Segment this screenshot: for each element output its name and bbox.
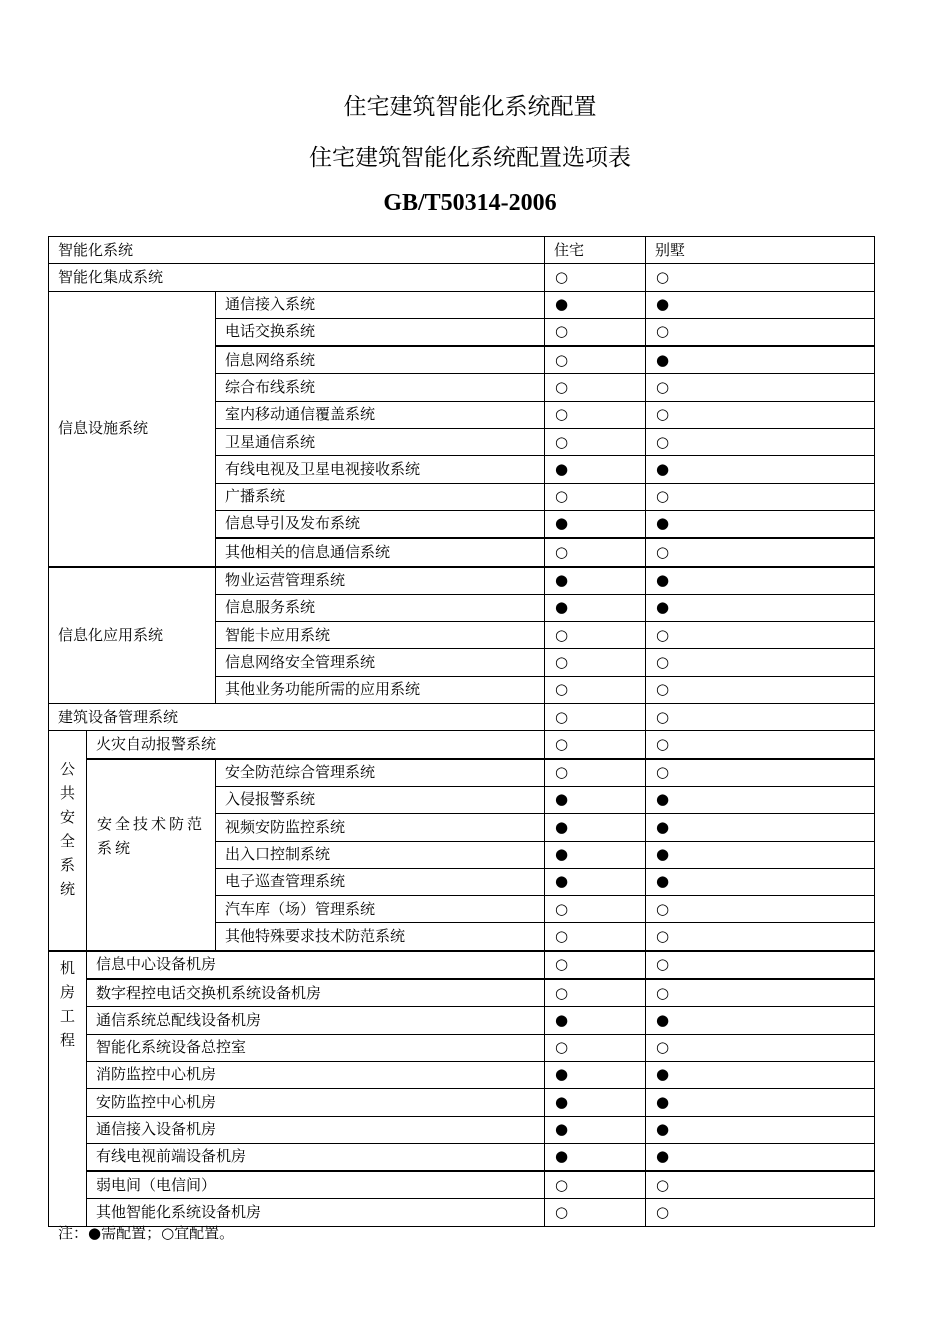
villa-mark: ○ <box>646 649 875 676</box>
villa-mark: ○ <box>646 264 875 291</box>
residence-mark: ● <box>545 567 646 595</box>
residence-mark: ● <box>545 868 646 895</box>
residence-mark: ○ <box>545 1034 646 1061</box>
header-villa: 别墅 <box>646 237 875 264</box>
system-name: 出入口控制系统 <box>216 841 545 868</box>
system-name: 安防监控中心机房 <box>87 1089 545 1116</box>
villa-mark: ○ <box>646 923 875 951</box>
villa-mark: ● <box>646 1089 875 1116</box>
system-name: 视频安防监控系统 <box>216 814 545 841</box>
system-name: 智能化系统设备总控室 <box>87 1034 545 1061</box>
table-header-row <box>49 237 875 264</box>
residence-mark: ○ <box>545 374 646 401</box>
system-name: 智能卡应用系统 <box>216 622 545 649</box>
system-name: 信息导引及发布系统 <box>216 510 545 538</box>
residence-mark: ○ <box>545 318 646 346</box>
system-name: 通信接入设备机房 <box>87 1116 545 1143</box>
group-char: 房 <box>59 982 75 1001</box>
villa-mark: ○ <box>646 318 875 346</box>
villa-mark: ○ <box>646 979 875 1007</box>
header-system: 智能化系统 <box>49 237 545 264</box>
table-row <box>49 1143 875 1171</box>
villa-mark: ○ <box>646 622 875 649</box>
villa-mark: ● <box>646 510 875 538</box>
villa-mark: ○ <box>646 1199 875 1226</box>
villa-mark: ○ <box>646 538 875 566</box>
system-name: 火灾自动报警系统 <box>87 731 545 759</box>
table-row <box>49 951 875 979</box>
villa-mark: ○ <box>646 483 875 510</box>
residence-mark: ● <box>545 814 646 841</box>
table-title: 住宅建筑智能化系统配置选项表 <box>309 145 631 171</box>
system-name: 信息网络安全管理系统 <box>216 649 545 676</box>
villa-mark: ○ <box>646 429 875 456</box>
table-row <box>49 1061 875 1088</box>
villa-mark: ○ <box>646 704 875 731</box>
villa-mark: ● <box>646 841 875 868</box>
residence-mark: ● <box>545 456 646 483</box>
system-name: 数字程控电话交换机系统设备机房 <box>87 979 545 1007</box>
residence-mark: ● <box>545 786 646 813</box>
system-name: 信息服务系统 <box>216 594 545 621</box>
system-name: 其他智能化系统设备机房 <box>87 1199 545 1226</box>
system-name: 入侵报警系统 <box>216 786 545 813</box>
system-name: 电话交换系统 <box>216 318 545 346</box>
system-name: 其他特殊要求技术防范系统 <box>216 923 545 951</box>
system-name: 弱电间（电信间） <box>87 1171 545 1199</box>
system-name: 其他相关的信息通信系统 <box>216 538 545 566</box>
group-char: 程 <box>59 1030 75 1049</box>
villa-mark: ● <box>646 346 875 374</box>
residence-mark: ○ <box>545 759 646 787</box>
group-char: 系 <box>59 856 75 875</box>
villa-mark: ○ <box>646 676 875 703</box>
villa-mark: ○ <box>646 731 875 759</box>
system-name: 信息中心设备机房 <box>87 951 545 979</box>
villa-mark: ○ <box>646 896 875 923</box>
config-table <box>48 236 875 1227</box>
villa-mark: ● <box>646 594 875 621</box>
residence-mark: ● <box>545 841 646 868</box>
residence-mark: ○ <box>545 346 646 374</box>
villa-mark: ● <box>646 814 875 841</box>
residence-mark: ○ <box>545 896 646 923</box>
residence-mark: ○ <box>545 731 646 759</box>
table-row <box>49 1116 875 1143</box>
residence-mark: ● <box>545 291 646 318</box>
residence-mark: ○ <box>545 538 646 566</box>
group-char: 全 <box>59 832 75 851</box>
group-char: 机 <box>59 958 75 977</box>
system-name: 汽车库（场）管理系统 <box>216 896 545 923</box>
residence-mark: ○ <box>545 429 646 456</box>
system-name: 安全防范综合管理系统 <box>216 759 545 787</box>
header-residence: 住宅 <box>545 237 646 264</box>
system-name: 通信接入系统 <box>216 291 545 318</box>
group-char: 公 <box>59 760 75 779</box>
residence-mark: ○ <box>545 979 646 1007</box>
residence-mark: ○ <box>545 1199 646 1226</box>
system-name: 室内移动通信覆盖系统 <box>216 401 545 428</box>
system-name: 有线电视及卫星电视接收系统 <box>216 456 545 483</box>
residence-mark: ● <box>545 1007 646 1034</box>
group-security-tech: 安全技术防范系统 <box>87 759 216 951</box>
residence-mark: ● <box>545 1089 646 1116</box>
villa-mark: ○ <box>646 401 875 428</box>
residence-mark: ○ <box>545 622 646 649</box>
system-name: 卫星通信系统 <box>216 429 545 456</box>
residence-mark: ● <box>545 1061 646 1088</box>
villa-mark: ○ <box>646 951 875 979</box>
system-name: 广播系统 <box>216 483 545 510</box>
villa-mark: ● <box>646 786 875 813</box>
residence-mark: ○ <box>545 264 646 291</box>
residence-mark: ○ <box>545 704 646 731</box>
residence-mark: ● <box>545 510 646 538</box>
villa-mark: ● <box>646 567 875 595</box>
table-row <box>49 731 875 759</box>
residence-mark: ○ <box>545 401 646 428</box>
villa-mark: ● <box>646 1061 875 1088</box>
group-public-safety <box>49 731 87 951</box>
villa-mark: ○ <box>646 759 875 787</box>
table-row <box>49 291 875 318</box>
villa-mark: ● <box>646 291 875 318</box>
standard-code: GB/T50314-2006 <box>383 190 557 216</box>
group-char: 安 <box>59 808 75 827</box>
table-row <box>49 1089 875 1116</box>
residence-mark: ○ <box>545 649 646 676</box>
group-info-facility: 信息设施系统 <box>49 291 216 566</box>
system-name: 智能化集成系统 <box>49 264 545 291</box>
villa-mark: ○ <box>646 374 875 401</box>
system-name: 有线电视前端设备机房 <box>87 1143 545 1171</box>
table-row <box>49 1171 875 1199</box>
legend-note: 注：●需配置；○宜配置。 <box>58 1224 235 1242</box>
table-row <box>49 979 875 1007</box>
villa-mark: ○ <box>646 1171 875 1199</box>
table-row <box>49 264 875 291</box>
system-name: 物业运营管理系统 <box>216 567 545 595</box>
residence-mark: ○ <box>545 923 646 951</box>
group-char: 共 <box>59 784 75 803</box>
system-name: 消防监控中心机房 <box>87 1061 545 1088</box>
villa-mark: ● <box>646 868 875 895</box>
residence-mark: ● <box>545 1143 646 1171</box>
villa-mark: ● <box>646 1007 875 1034</box>
system-name: 通信系统总配线设备机房 <box>87 1007 545 1034</box>
system-name: 其他业务功能所需的应用系统 <box>216 676 545 703</box>
group-char: 工 <box>59 1006 75 1025</box>
group-info-application: 信息化应用系统 <box>49 567 216 704</box>
villa-mark: ● <box>646 456 875 483</box>
system-name: 综合布线系统 <box>216 374 545 401</box>
table-row <box>49 1034 875 1061</box>
villa-mark: ● <box>646 1116 875 1143</box>
villa-mark: ○ <box>646 1034 875 1061</box>
residence-mark: ○ <box>545 676 646 703</box>
villa-mark: ● <box>646 1143 875 1171</box>
system-name: 建筑设备管理系统 <box>49 704 545 731</box>
residence-mark: ○ <box>545 1171 646 1199</box>
group-machine-room <box>49 951 87 1226</box>
residence-mark: ○ <box>545 951 646 979</box>
residence-mark: ● <box>545 1116 646 1143</box>
document-title: 住宅建筑智能化系统配置 <box>343 94 597 120</box>
system-name: 电子巡查管理系统 <box>216 868 545 895</box>
residence-mark: ○ <box>545 483 646 510</box>
table-row <box>49 567 875 595</box>
table-row <box>49 759 875 787</box>
residence-mark: ● <box>545 594 646 621</box>
group-char: 统 <box>59 880 75 899</box>
system-name: 信息网络系统 <box>216 346 545 374</box>
table-row <box>49 704 875 731</box>
table-row <box>49 1007 875 1034</box>
